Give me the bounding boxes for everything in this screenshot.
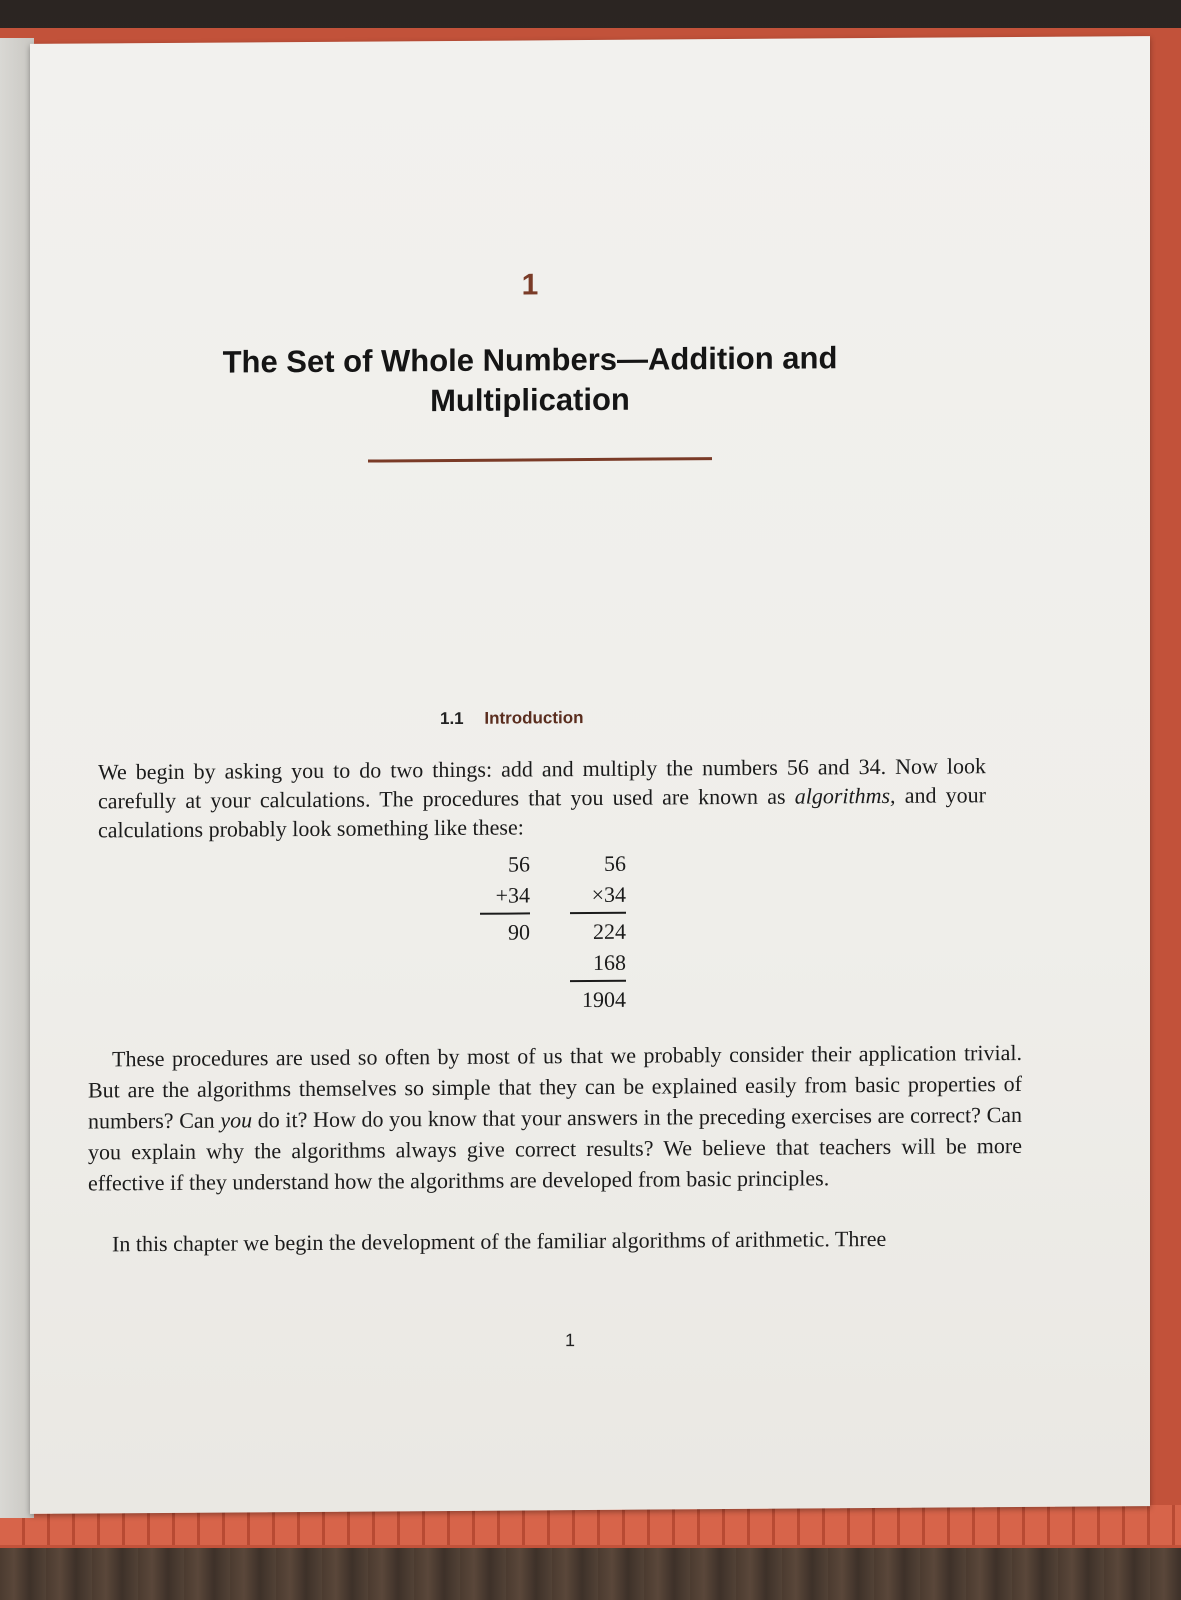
addition-calculation <box>480 848 530 947</box>
procedures-text-1: These procedures are used so often by most of us that we probably consider their application trivial. But are the algorithms themselves so simple that they can be explained easily from basic properties of numbers? Can <box>88 1039 1022 1134</box>
chapter-paragraph: In this chapter we begin the development of the familiar algorithms of arithmetic. Three <box>112 1225 887 1257</box>
intro-paragraph <box>98 751 986 844</box>
procedures-text-2: do it? How do you know that your answers in the preceding exercises are correct? Can you explain why the algorithms always give correct results? We believe that teachers will be more effective if they understand how the algorithms are developed from basic principles. <box>88 1101 1023 1196</box>
book-page <box>30 36 1150 1514</box>
multiplication-rule-2 <box>570 980 626 982</box>
intro-emphasis: algorithms, <box>794 782 896 809</box>
page-content <box>30 36 1150 1514</box>
procedures-emphasis: you <box>220 1107 253 1133</box>
addition-result: 90 <box>508 919 530 945</box>
intro-text-1: We begin by asking you to do two things: add and multiply the numbers 56 and 34. Now look carefully at your calculations. The procedures that you used are known as <box>98 753 986 814</box>
multiplication-partial-2: 168 <box>593 949 626 975</box>
addition-operand: +34 <box>495 882 530 908</box>
chapter-number: 1 <box>521 268 539 302</box>
section-heading <box>440 707 760 729</box>
page-stack-edge <box>0 38 34 1518</box>
page-number: 1 <box>564 1330 575 1351</box>
title-divider <box>368 457 712 462</box>
multiplication-operand: ×34 <box>591 881 626 907</box>
multiplication-result: 1904 <box>582 986 626 1013</box>
multiplication-calculation <box>570 848 626 1015</box>
addition-top: 56 <box>508 851 530 877</box>
section-title: Introduction <box>484 708 584 728</box>
intro-text-2: and your calculations probably look something like these: <box>98 782 986 843</box>
multiplication-top: 56 <box>604 850 626 876</box>
section-number: 1.1 <box>440 708 464 729</box>
multiplication-partial-1: 224 <box>593 918 626 944</box>
addition-rule <box>480 912 530 914</box>
procedures-paragraph <box>88 1037 1022 1199</box>
multiplication-rule-1 <box>570 912 626 914</box>
chapter-title: The Set of Whole Numbers—Addition and Multiplication <box>222 340 838 419</box>
